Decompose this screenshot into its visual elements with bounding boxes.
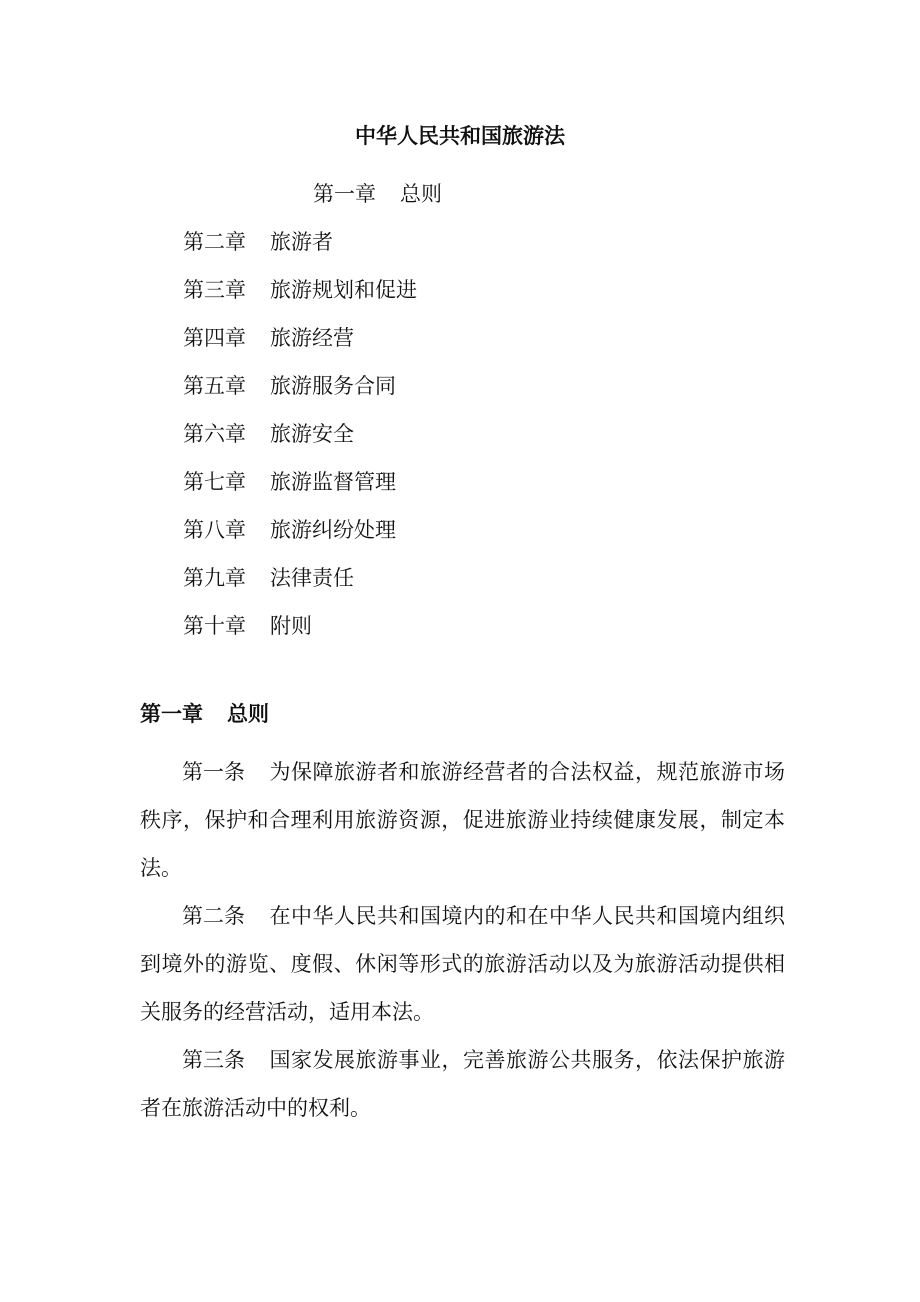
toc-chapter-name: 附则 [270,614,312,638]
toc-item [183,314,442,362]
article-text: 国家发展旅游事业，完善旅游公共服务，依法保护旅游者在旅游活动中的权利。 [140,1048,785,1120]
toc-chapter-number: 第五章 [183,374,246,398]
article-number: 第二条 [182,904,245,928]
chapter-number: 第一章 [140,702,203,726]
toc-item [183,218,442,266]
table-of-contents [183,170,442,650]
toc-chapter-name: 旅游者 [270,230,333,254]
chapter-one-section [140,700,785,1132]
toc-chapter-name: 旅游安全 [270,422,354,446]
toc-chapter-name: 旅游纠纷处理 [270,518,396,542]
toc-chapter-number: 第九章 [183,566,246,590]
toc-chapter-number: 第三章 [183,278,246,302]
document-title: 中华人民共和国旅游法 [355,124,565,148]
toc-chapter-number: 第十章 [183,614,246,638]
toc-chapter-name: 旅游规划和促进 [270,278,417,302]
toc-chapter-name: 旅游服务合同 [270,374,396,398]
article [140,892,785,1036]
chapter-heading [140,700,785,728]
toc-item [183,362,442,410]
toc-item [183,506,442,554]
chapter-name: 总则 [227,702,269,726]
article-number: 第一条 [182,760,245,784]
toc-item [183,602,442,650]
toc-chapter-name: 法律责任 [270,566,354,590]
article [140,1036,785,1132]
article-number: 第三条 [182,1048,245,1072]
toc-chapter-number: 第四章 [183,326,246,350]
article-text: 在中华人民共和国境内的和在中华人民共和国境内组织到境外的游览、度假、休闲等形式的旅游活动以及为旅游活动提供相关服务的经营活动，适用本法。 [140,904,785,1024]
toc-item [183,266,442,314]
toc-chapter-number: 第二章 [183,230,246,254]
article [140,748,785,892]
toc-chapter-name: 总则 [400,182,442,206]
toc-chapter-name: 旅游监督管理 [270,470,396,494]
toc-item [183,170,442,218]
article-text: 为保障旅游者和旅游经营者的合法权益，规范旅游市场秩序，保护和合理利用旅游资源，促进旅游业持续健康发展，制定本法。 [140,760,785,880]
toc-chapter-name: 旅游经营 [270,326,354,350]
toc-item [183,458,442,506]
toc-chapter-number: 第一章 [313,182,376,206]
toc-item [183,554,442,602]
toc-chapter-number: 第六章 [183,422,246,446]
toc-item [183,410,442,458]
toc-chapter-number: 第八章 [183,518,246,542]
toc-chapter-number: 第七章 [183,470,246,494]
